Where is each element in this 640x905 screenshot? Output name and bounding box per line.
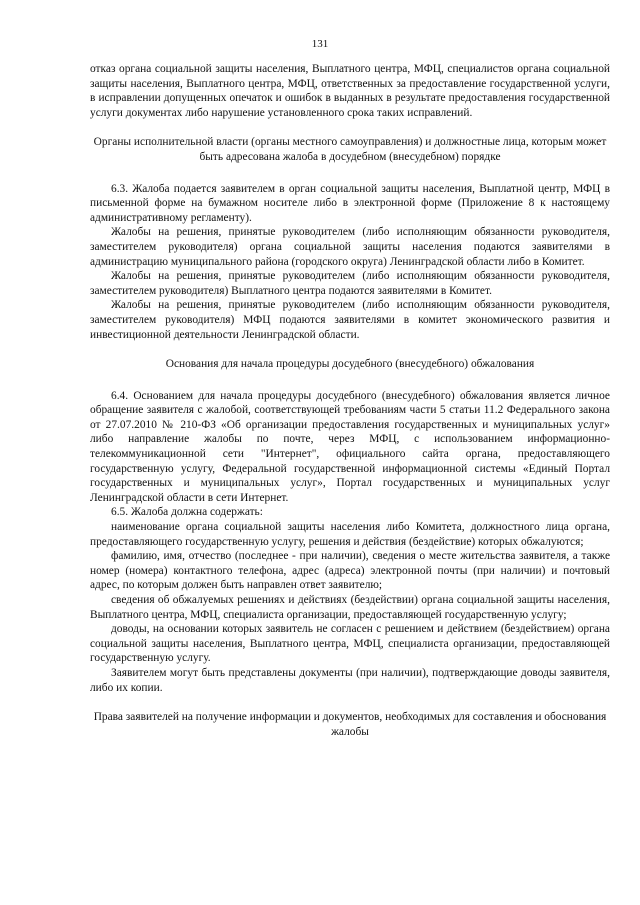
document-body <box>90 62 610 739</box>
paragraph-6-4: 6.4. Основанием для начала процедуры досудебного (внесудебного) обжалования является личное обращение заявителя с жалобой, соответствующей требованиям части 5 статьи 11.2 Федерального закона от 27.07.2010 № 210-ФЗ «Об организации предоставления государственных и муниципальных услуг» либо направление жалобы по почте, через МФЦ, с использованием информационно-телекоммуникационной сети "Интернет", официального сайта органа, предоставляющего государственную услугу, Федеральной государственной информационной системы «Единый Портал государственных и муниципальных услуг», Портал государственных и муниципальных услуг Ленинградской области в сети Интернет. <box>90 389 610 504</box>
paragraph-complaint-payment-center: Жалобы на решения, принятые руководителем (либо исполняющим обязанности руководителя, заместителем руководителя) Выплатного центра подаются заявителями в Комитет. <box>90 270 610 297</box>
paragraph-refusal-clause: отказ органа социальной защиты населения, Выплатного центра, МФЦ, специалистов органа социальной защиты населения, Выплатного центра, МФЦ, ответственных за предоставление государственной услуги, в исправлении допущенных опечаток и ошибок в выданных в результате предоставления государственной услуги документах либо нарушение установленного срока таких исправлений. <box>90 63 610 119</box>
paragraph-complaint-social-protection: Жалобы на решения, принятые руководителем (либо исполняющим обязанности руководителя, заместителем руководителя) органа социальной защиты населения подаются заявителями в администрацию муниципального района (городского округа) Ленинградской области либо в Комитет. <box>90 226 610 268</box>
paragraph-6-5: 6.5. Жалоба должна содержать: <box>111 506 263 519</box>
paragraph-supporting-documents: Заявителем могут быть представлены документы (при наличии), подтверждающие доводы заявителя, либо их копии. <box>90 666 610 694</box>
paragraph-complaint-item-applicant: фамилию, имя, отчество (последнее - при наличии), сведения о месте жительства заявителя, а также номер (номера) контактного телефона, адрес (адреса) электронной почты (при наличии) и почтовый адрес, по которым должен быть направлен ответ заявителю; <box>90 550 610 592</box>
paragraph-complaint-item-authority: наименование органа социальной защиты населения либо Комитета, должностного лица органа, предоставляющего государственную услугу, решения и действия (бездействие) которых обжалуются; <box>90 521 610 548</box>
paragraph-complaint-item-decisions: сведения об обжалуемых решениях и действиях (бездействии) органа социальной защиты населения, Выплатного центра, МФЦ, специалиста организации, предоставляющей государственную услугу; <box>90 594 610 621</box>
section-heading-applicant-rights: Права заявителей на получение информации и документов, необходимых для составления и обоснования жалобы <box>93 711 607 738</box>
paragraph-6-3: 6.3. Жалоба подается заявителем в орган социальной защиты населения, Выплатной центр, МФЦ в письменной форме на бумажном носителе либо в электронной форме (Приложение 8 к настоящему административному регламенту). <box>90 182 610 224</box>
section-heading-appeal-grounds: Основания для начала процедуры досудебного (внесудебного) обжалования <box>165 358 535 371</box>
paragraph-complaint-item-arguments: доводы, на основании которых заявитель не согласен с решением и действием (бездействием) органа социальной защиты населения, Выплатного центра, МФЦ, специалиста организации, предоставляющей государственную услугу. <box>90 623 610 665</box>
section-heading-complaint-addressees: Органы исполнительной власти (органы местного самоуправления) и должностные лица, которым может быть адресована жалоба в досудебном (внесудебном) порядке <box>93 136 607 163</box>
page-number: 131 <box>311 38 329 50</box>
paragraph-complaint-mfc: Жалобы на решения, принятые руководителем (либо исполняющим обязанности руководителя, заместителем руководителя) МФЦ подаются заявителями в комитет экономического развития и инвестиционной деятельности Ленинградской области. <box>90 299 610 341</box>
